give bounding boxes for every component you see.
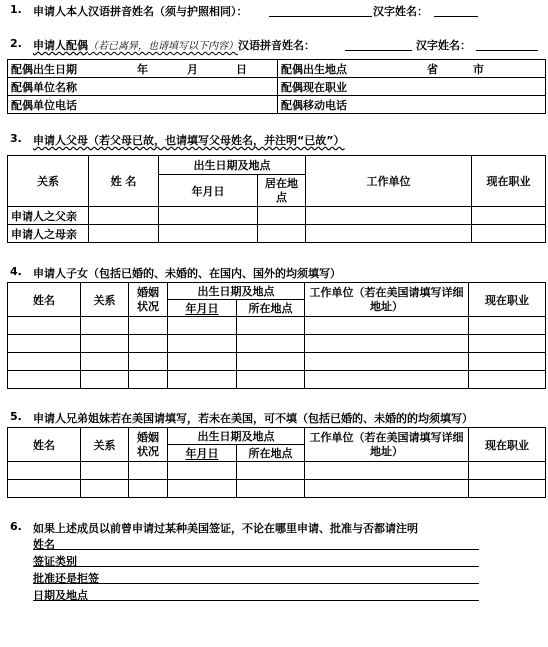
parents-table <box>7 155 546 243</box>
header-job: 现在职业 <box>469 428 546 462</box>
header-birth: 出生日期及地点 <box>168 428 305 445</box>
visa-date-place-line[interactable] <box>33 600 479 601</box>
header-employer: 工作单位（若在美国请填写详细地址） <box>305 283 469 317</box>
spouse-employer-cell[interactable] <box>8 78 278 96</box>
day-label: 日 <box>236 62 247 76</box>
visa-result-label: 批准还是拒签 <box>33 572 99 585</box>
mother-place-cell[interactable] <box>258 225 306 243</box>
father-employer-cell[interactable] <box>306 207 472 225</box>
section-2-label <box>33 37 315 53</box>
cell[interactable] <box>168 371 237 389</box>
spouse-occupation-cell[interactable] <box>278 78 546 96</box>
father-name-cell[interactable] <box>89 207 159 225</box>
header-marital: 婚姻状况 <box>129 428 168 462</box>
cell[interactable] <box>168 480 237 498</box>
mother-name-cell[interactable] <box>89 225 159 243</box>
cell[interactable] <box>305 317 469 335</box>
children-table <box>7 282 546 389</box>
cell[interactable] <box>305 371 469 389</box>
section-6-label: 如果上述成员以前曾申请过某种美国签证，不论在哪里申请、批准与否都请注明 <box>33 522 418 535</box>
header-birth: 出生日期及地点 <box>159 156 306 175</box>
cell[interactable] <box>305 353 469 371</box>
spouse-table <box>7 59 546 114</box>
spouse-employer-label: 配偶单位名称 <box>11 80 77 94</box>
pinyin-name-line[interactable] <box>269 16 372 17</box>
city-label: 市 <box>473 62 484 76</box>
mother-date-cell[interactable] <box>159 225 258 243</box>
year-label: 年 <box>137 62 148 76</box>
cell[interactable] <box>168 462 237 480</box>
mother-label: 申请人之母亲 <box>8 225 89 243</box>
visa-result-line[interactable] <box>33 583 479 584</box>
father-place-cell[interactable] <box>258 207 306 225</box>
father-job-cell[interactable] <box>472 207 546 225</box>
hanzi-name-label: 汉字姓名： <box>373 5 428 18</box>
spouse-occupation-label: 配偶现在职业 <box>281 80 347 94</box>
header-date: 年月日 <box>159 175 258 207</box>
header-relation: 关系 <box>81 428 129 462</box>
cell[interactable] <box>469 371 546 389</box>
table-row <box>8 371 546 389</box>
cell[interactable] <box>129 335 168 353</box>
header-place: 所在地点 <box>237 445 305 462</box>
cell[interactable] <box>469 353 546 371</box>
cell[interactable] <box>469 335 546 353</box>
province-label: 省 <box>427 62 438 76</box>
cell[interactable] <box>8 480 81 498</box>
table-row <box>8 78 546 96</box>
header-relation: 关系 <box>81 283 129 317</box>
table-row <box>8 283 546 300</box>
table-row <box>8 207 546 225</box>
table-row <box>8 317 546 335</box>
header-job: 现在职业 <box>472 156 546 207</box>
cell[interactable] <box>129 480 168 498</box>
header-date: 年月日 <box>168 300 237 317</box>
cell[interactable] <box>237 371 305 389</box>
header-name: 姓名 <box>8 283 81 317</box>
cell[interactable] <box>469 462 546 480</box>
spouse-birthplace-cell[interactable] <box>278 60 546 78</box>
cell[interactable] <box>8 353 81 371</box>
mother-employer-cell[interactable] <box>306 225 472 243</box>
table-row <box>8 353 546 371</box>
cell[interactable] <box>237 480 305 498</box>
cell[interactable] <box>129 371 168 389</box>
cell[interactable] <box>237 353 305 371</box>
header-marital: 婚姻状况 <box>129 283 168 317</box>
visa-name-line[interactable] <box>33 549 479 550</box>
cell[interactable] <box>237 317 305 335</box>
table-row <box>8 156 546 175</box>
cell[interactable] <box>8 371 81 389</box>
table-row <box>8 480 546 498</box>
cell[interactable] <box>81 353 129 371</box>
section-5-number: 5. <box>10 410 22 423</box>
section-5-label: 申请人兄弟姐妹若在美国请填写，若未在美国，可不填（包括已婚的、未婚的的均须填写） <box>33 412 473 425</box>
section-4-label: 申请人子女（包括已婚的、未婚的、在国内、国外的均须填写） <box>33 267 341 280</box>
cell[interactable] <box>8 317 81 335</box>
header-relation: 关系 <box>8 156 89 207</box>
table-row <box>8 462 546 480</box>
month-label: 月 <box>187 62 198 76</box>
section-1-label: 申请人本人汉语拼音姓名（须与护照相同）： <box>33 5 248 18</box>
spouse-pinyin-label: 汉语拼音姓名： <box>238 39 315 52</box>
divorce-note: （若已离异，也请填写以下内容） <box>88 41 238 52</box>
cell[interactable] <box>305 335 469 353</box>
cell[interactable] <box>305 462 469 480</box>
cell[interactable] <box>168 335 237 353</box>
spouse-pinyin-line[interactable] <box>345 50 412 51</box>
cell[interactable] <box>168 353 237 371</box>
siblings-table <box>7 427 546 498</box>
section-1-number: 1. <box>10 3 22 16</box>
spouse-label: 申请人配偶 <box>33 39 88 52</box>
spouse-hanzi-line[interactable] <box>476 50 538 51</box>
visa-type-line[interactable] <box>33 566 479 567</box>
spouse-hanzi-label: 汉字姓名： <box>416 39 471 52</box>
spouse-mobile-label: 配偶移动电话 <box>281 98 347 112</box>
spouse-work-phone-cell[interactable] <box>8 96 278 114</box>
header-place: 所在地点 <box>237 300 305 317</box>
cell[interactable] <box>8 335 81 353</box>
table-row <box>8 60 546 78</box>
cell[interactable] <box>237 462 305 480</box>
header-name: 姓名 <box>8 428 81 462</box>
cell[interactable] <box>81 335 129 353</box>
section-3-number: 3. <box>10 132 22 145</box>
table-row <box>8 96 546 114</box>
cell[interactable] <box>469 480 546 498</box>
cell[interactable] <box>305 480 469 498</box>
cell[interactable] <box>81 317 129 335</box>
table-row <box>8 428 546 445</box>
table-row <box>8 225 546 243</box>
header-name: 姓 名 <box>89 156 159 207</box>
visa-type-label: 签证类别 <box>33 555 77 568</box>
cell[interactable] <box>168 317 237 335</box>
table-row <box>8 335 546 353</box>
visa-date-place-label: 日期及地点 <box>33 589 88 602</box>
hanzi-name-line[interactable] <box>434 16 478 17</box>
cell[interactable] <box>81 480 129 498</box>
father-label: 申请人之父亲 <box>8 207 89 225</box>
section-2-number: 2. <box>10 37 22 50</box>
mother-job-cell[interactable] <box>472 225 546 243</box>
header-place: 居在地点 <box>258 175 306 207</box>
header-date: 年月日 <box>168 445 237 462</box>
section-6-number: 6. <box>10 520 22 533</box>
visa-name-label: 姓名 <box>33 538 55 551</box>
spouse-mobile-cell[interactable] <box>278 96 546 114</box>
section-4-number: 4. <box>10 265 22 278</box>
father-date-cell[interactable] <box>159 207 258 225</box>
spouse-birthplace-label: 配偶出生地点 <box>281 62 347 76</box>
cell[interactable] <box>469 317 546 335</box>
header-job: 现在职业 <box>469 283 546 317</box>
section-3-label: 申请人父母（若父母已故，也请填写父母姓名，并注明“已故”） <box>33 134 345 147</box>
cell[interactable] <box>8 462 81 480</box>
cell[interactable] <box>81 371 129 389</box>
header-employer: 工作单位（若在美国请填写详细地址） <box>305 428 469 462</box>
spouse-birth-date-label: 配偶出生日期 <box>11 62 77 76</box>
spouse-work-phone-label: 配偶单位电话 <box>11 98 77 112</box>
cell[interactable] <box>129 462 168 480</box>
cell[interactable] <box>81 462 129 480</box>
header-birth: 出生日期及地点 <box>168 283 305 300</box>
spouse-birth-date-cell[interactable] <box>8 60 278 78</box>
cell[interactable] <box>237 335 305 353</box>
cell[interactable] <box>129 353 168 371</box>
header-employer: 工作单位 <box>306 156 472 207</box>
cell[interactable] <box>129 317 168 335</box>
